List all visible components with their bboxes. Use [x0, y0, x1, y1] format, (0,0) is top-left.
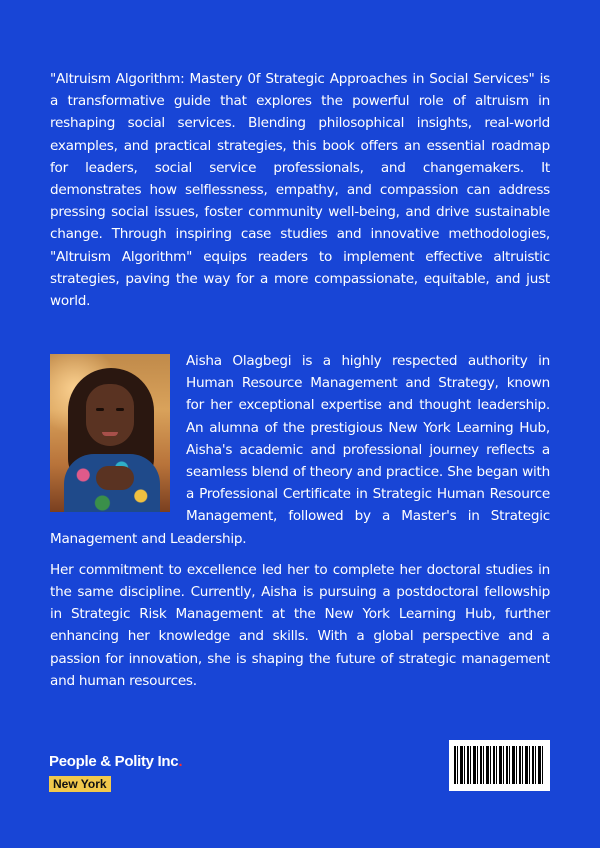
barcode-bars [454, 746, 545, 784]
author-bio-continued: Her commitment to excellence led her to complete her doctoral studies in the same discipline. Currently, Aisha is pursuing a postdoctoral fellowship in Strategic Risk Management at the New York Learning Hub, further enhancing her knowledge and skills. With a global perspective and a passion for innovation, she is shaping the future of strategic management and human resources. [50, 561, 550, 689]
author-bio-intro: Aisha Olagbegi is a highly respected authority in Human Resource Management and Strategy, known for her exceptional expertise and thought leadership. An alumna of the prestigious New York Learning Hub, Aisha's academic and professional journey reflects a seamless blend of theory and practice. She began with a Professional Certificate in Strategic Human Resource Management, followed by a Master's in Strategic Management and Leadership. [50, 353, 550, 547]
publisher-city: New York [49, 776, 111, 792]
publisher-dot: . [178, 753, 183, 770]
isbn-barcode [449, 740, 550, 791]
author-section [50, 350, 550, 692]
publisher-name: People & Polity Inc. [49, 753, 183, 770]
publisher-logo [49, 753, 182, 792]
book-description: "Altruism Algorithm: Mastery 0f Strategic Approaches in Social Services" is a transformative guide that explores the powerful role of altruism in reshaping social services. Blending philosophical insights, real-world examples, and practical strategies, this book offers an essential roadmap for leaders, social service professionals, and changemakers. It demonstrates how selflessness, empathy, and compassion can address pressing social issues, foster community well-being, and drive sustainable change. Through inspiring case studies and innovative methodologies, "Altruism Algorithm" equips readers to implement effective altruistic strategies, paving the way for a more compassionate, equitable, and just world. [50, 71, 550, 310]
author-photo [50, 354, 170, 512]
